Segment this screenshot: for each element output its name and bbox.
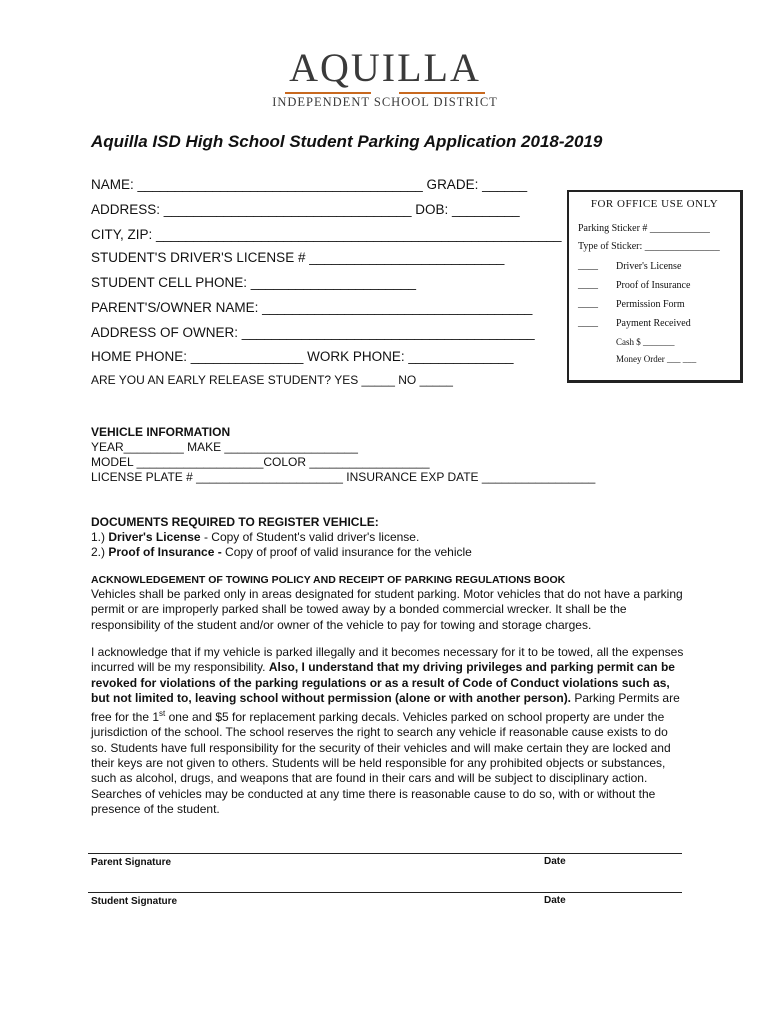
early-release-field[interactable]: ARE YOU AN EARLY RELEASE STUDENT? YES _____ NO _____ [91, 373, 453, 387]
document-item-1-text: - Copy of Student's valid driver's license. [203, 530, 420, 544]
document-item-2-title: Proof of Insurance - [108, 545, 222, 559]
vehicle-info-heading: VEHICLE INFORMATION [91, 425, 231, 439]
ack-text-a: I acknowledge that if my vehicle is parked illegally and it becomes necessary for it to be towed, all the expenses incurred will be my responsibility. [91, 645, 684, 675]
owner-address-field[interactable]: ADDRESS OF OWNER: _______________________________________ [91, 325, 535, 340]
ack-text-b: Parking Permits are free for the 1 [91, 690, 680, 725]
parent-signature-label: Parent Signature [91, 857, 172, 868]
name-grade-field[interactable]: NAME: ______________________________________ GRADE: ______ [91, 177, 528, 192]
student-signature-label: Student Signature [91, 896, 178, 907]
ack-text-bold: Also, I understand that my driving privileges and parking permit can be revoked for violations of the parking regulations or as a result of Code of Conduct violations such as, but not limited to, leaving school without permission (alone or with another person). [91, 660, 675, 705]
district-logo-name: AQUILLA [289, 45, 481, 90]
permission-check[interactable]: ____ [578, 298, 598, 309]
acknowledgement-paragraph [91, 645, 686, 817]
logo-accent-line-left [285, 92, 371, 94]
drivers-license-field[interactable]: STUDENT'S DRIVER'S LICENSE # __________________________ [91, 250, 505, 265]
page-title: Aquilla ISD High School Student Parking Application 2018-2019 [91, 132, 603, 151]
permission-label: Permission Form [616, 299, 685, 310]
sticker-type-field[interactable]: Type of Sticker: _______________ [578, 241, 720, 252]
plate-insurance-field[interactable]: LICENSE PLATE # ______________________ INSURANCE EXP DATE _________________ [91, 470, 596, 484]
student-signature-line[interactable] [88, 892, 682, 893]
year-make-field[interactable]: YEAR_________ MAKE ____________________ [91, 440, 358, 454]
payment-label: Payment Received [616, 318, 691, 329]
drivers-license-check[interactable]: ____ [578, 260, 598, 271]
parent-owner-name-field[interactable]: PARENT'S/OWNER NAME: ____________________________________ [91, 300, 533, 315]
document-item-1-title: Driver's License [108, 530, 201, 544]
money-order-field[interactable]: Money Order ___ ___ [616, 354, 697, 364]
address-dob-field[interactable]: ADDRESS: _________________________________ DOB: _________ [91, 202, 520, 217]
ack-text-sup: st [159, 709, 166, 719]
parking-sticker-field[interactable]: Parking Sticker # ____________ [578, 223, 710, 234]
logo-accent-line-right [399, 92, 485, 94]
ack-text-c: one and $5 for replacement parking decals. Vehicles parked on school property are under the jurisdiction of the school. The school reserves the right to search any vehicle if reasonable cause exists to do so. Students have full responsibility for the security of their vehicles and will make certain they are locked and their keys are not given to others. Students will be held responsible for any prohibited objects or substances, such as alcohol, drugs, and weapons that are found in their cars and will be subject to disciplinary action. Searches of vehicles may be conducted at any time there is reasonable cause to do so, with or without the presence of the student. [91, 710, 671, 816]
parent-date-label: Date [544, 856, 566, 867]
acknowledgement-heading: ACKNOWLEDGEMENT OF TOWING POLICY AND RECEIPT OF PARKING REGULATIONS BOOK [91, 574, 566, 586]
document-item-1 [91, 530, 419, 544]
cell-phone-field[interactable]: STUDENT CELL PHONE: ______________________ [91, 275, 416, 290]
insurance-label: Proof of Insurance [616, 280, 691, 291]
phone-fields[interactable]: HOME PHONE: _______________ WORK PHONE: ______________ [91, 349, 514, 364]
document-item-1-number: 1.) [91, 530, 106, 544]
student-date-label: Date [544, 895, 566, 906]
documents-heading: DOCUMENTS REQUIRED TO REGISTER VEHICLE: [91, 515, 379, 529]
office-use-header: FOR OFFICE USE ONLY [590, 198, 719, 210]
document-item-2-number: 2.) [91, 545, 106, 559]
drivers-license-label: Driver's License [616, 261, 682, 272]
payment-check[interactable]: ____ [578, 317, 598, 328]
insurance-check[interactable]: ____ [578, 279, 598, 290]
office-use-box [567, 190, 743, 383]
document-item-2 [91, 545, 472, 559]
district-logo-subtitle: INDEPENDENT SCHOOL DISTRICT [272, 95, 498, 109]
cash-field[interactable]: Cash $ _______ [616, 337, 675, 347]
model-color-field[interactable]: MODEL ___________________COLOR __________________ [91, 455, 430, 469]
city-zip-field[interactable]: CITY, ZIP: ______________________________________________________ [91, 227, 562, 242]
document-item-2-text: Copy of proof of valid insurance for the vehicle [225, 545, 472, 559]
towing-policy-paragraph: Vehicles shall be parked only in areas designated for student parking. Motor vehicles that do not have a parking permit or are improperly parked shall be towed away by a bonded commercial wrecker. It shall be the responsibility of the student and/or owner of the vehicle to pay for towing and storage charges. [91, 587, 683, 632]
parent-signature-line[interactable] [88, 853, 682, 854]
